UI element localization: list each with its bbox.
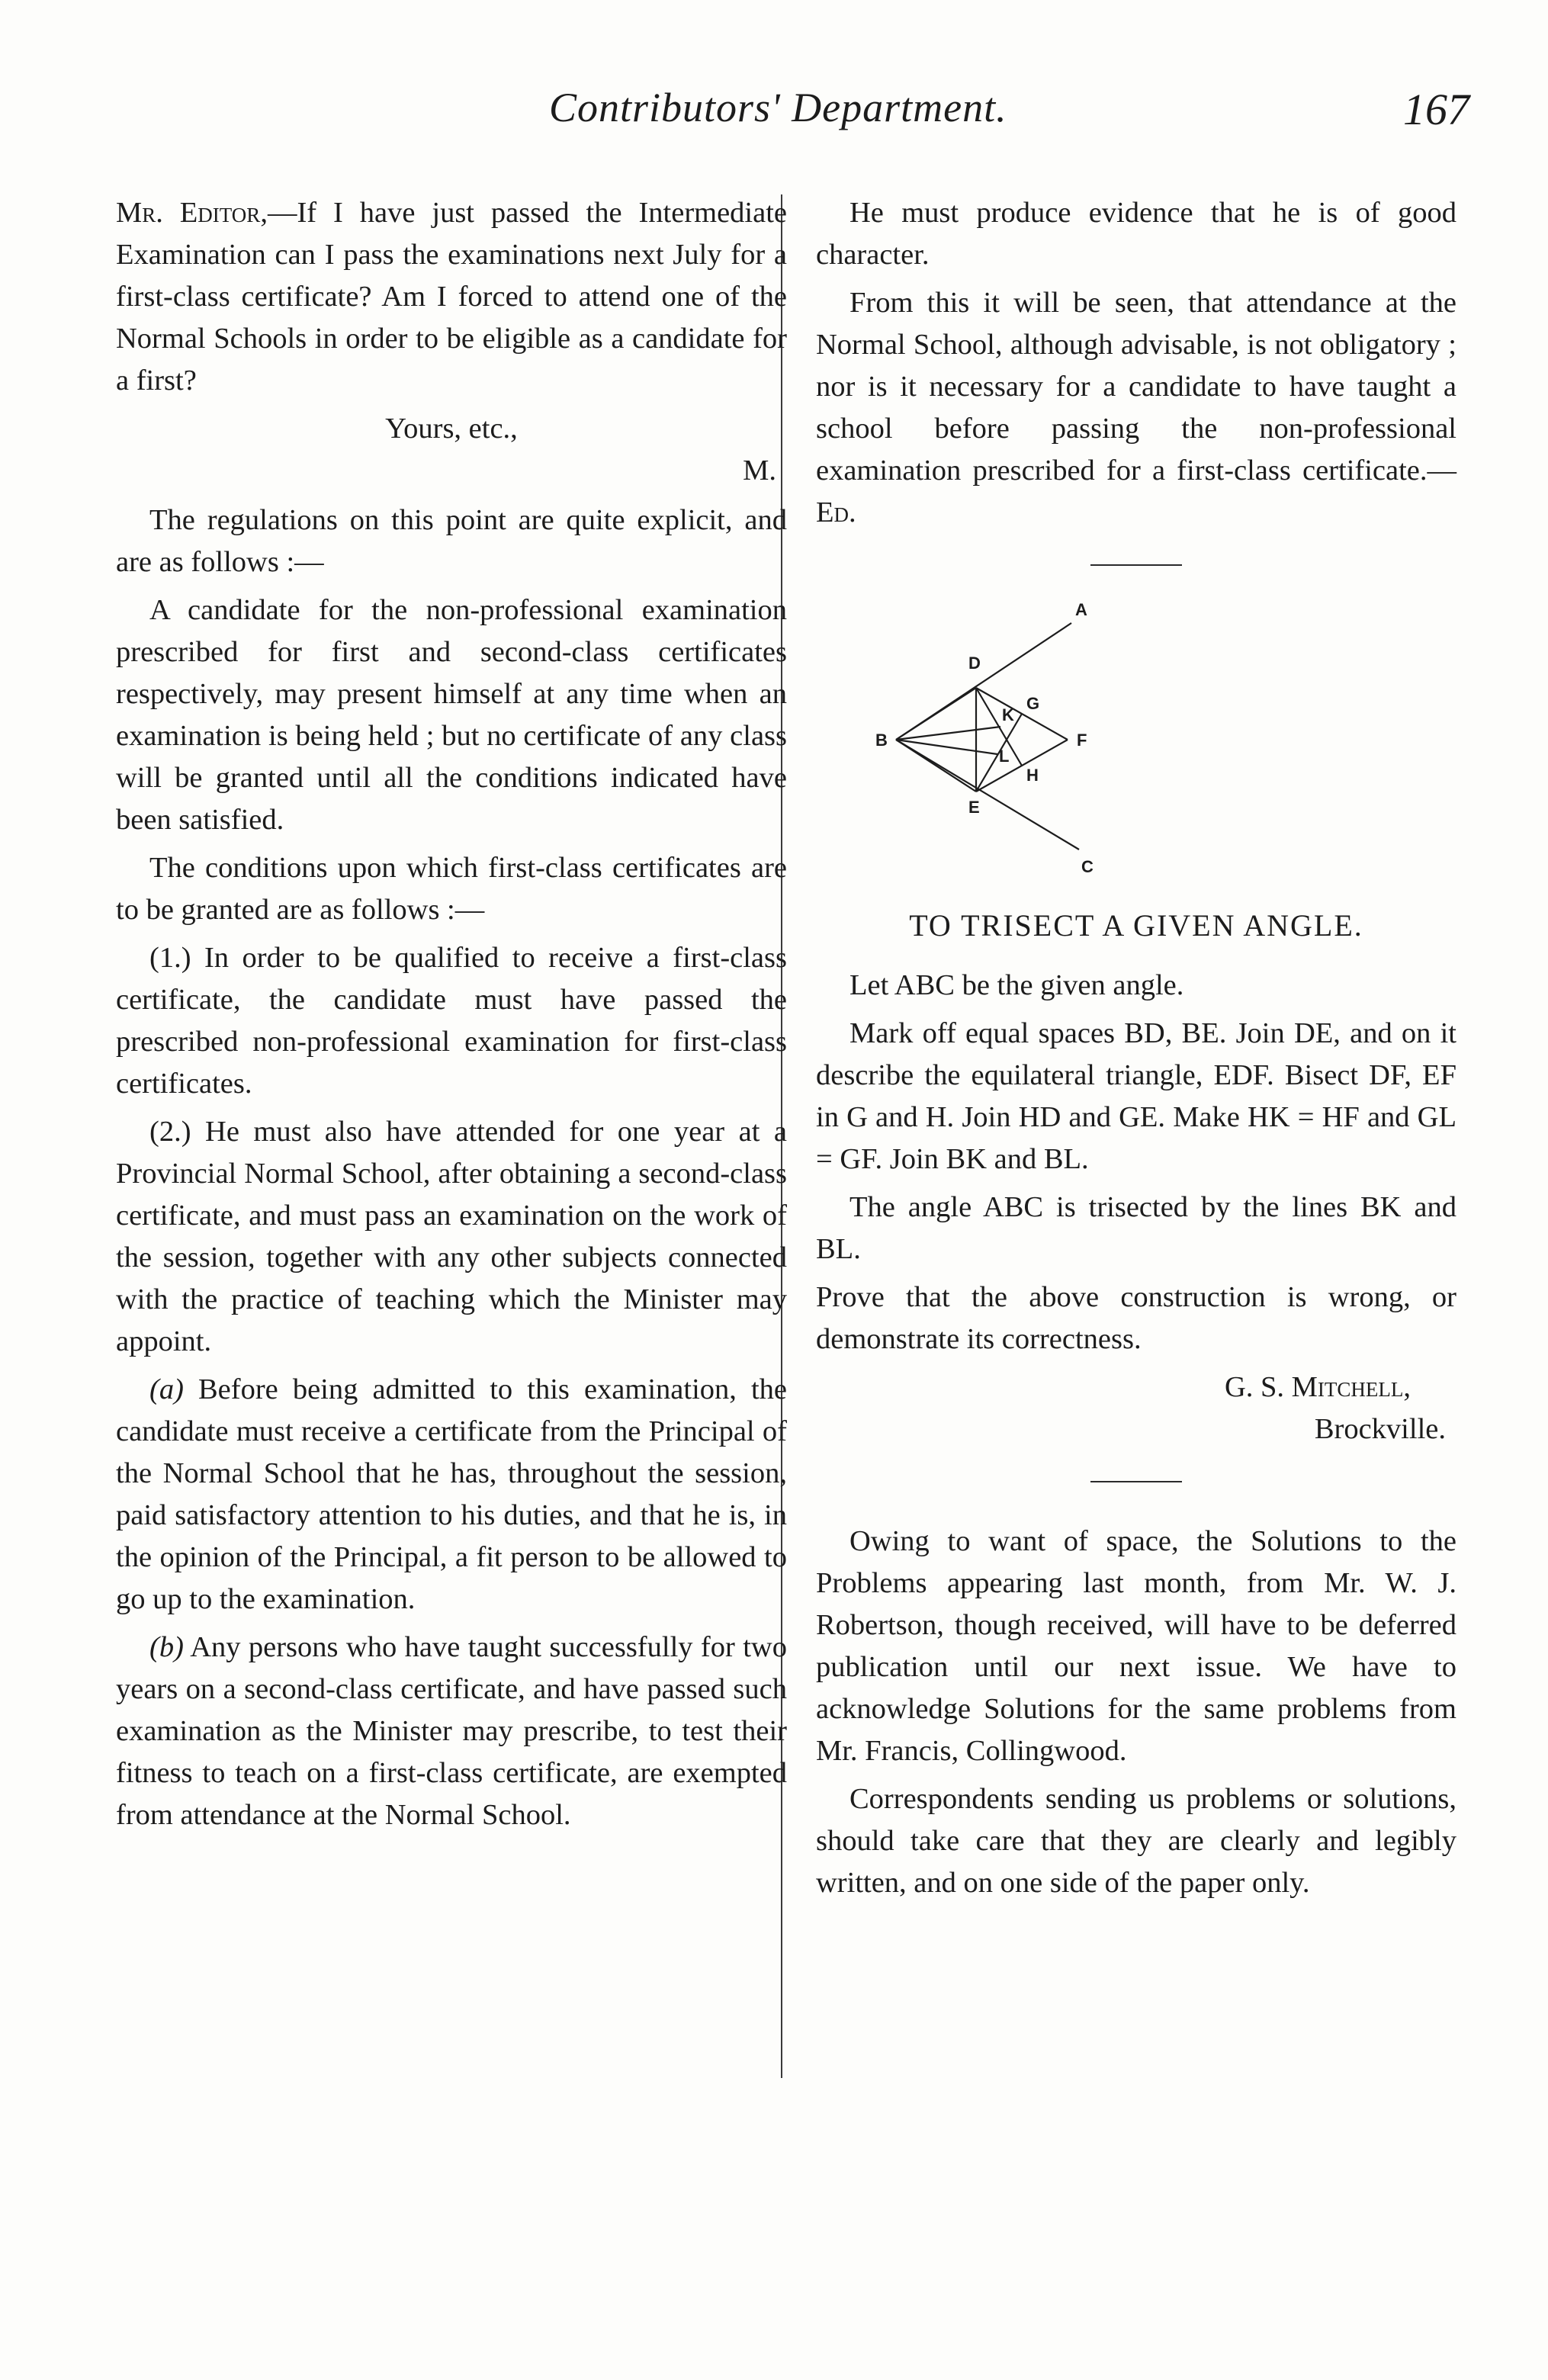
condition-2: (2.) He must also have attended for one year at a Provincial Normal School, after obtaining a second-class certificate, and must pass an examination on the work of the session, together with any other subjects connected with the practice of teaching which the Minister may appoint. bbox=[116, 1116, 787, 1357]
problem-construction: Mark off equal spaces BD, BE. Join DE, and on it describe the equilateral triangle, EDF. Bisect DF, EF in G and H. Join HD and GE. Make HK = HF and GL = GF. Join BK and BL. bbox=[816, 1017, 1456, 1175]
line-be bbox=[896, 740, 976, 792]
running-title: Contributors' Department. bbox=[549, 85, 1007, 130]
left-column bbox=[116, 192, 787, 1842]
condition-a bbox=[116, 1369, 787, 1620]
letter-body: —If I have just passed the Intermediate Examination can I pass the examinations next July for a first-class certificate? Am I forced to attend one of the Normal Schools in order to be eligible as a candidate for a first? bbox=[116, 197, 787, 397]
right-column bbox=[816, 192, 1456, 1910]
label-a: A bbox=[1075, 600, 1087, 619]
label-b: B bbox=[875, 731, 888, 750]
section-separator-2 bbox=[1090, 1481, 1182, 1482]
editor-sign: Ed. bbox=[816, 496, 856, 528]
solutions-note: Owing to want of space, the Solutions to the Problems appearing last month, from Mr. W. J. Robertson, though received, will have to be deferred publication until our next issue. We have to acknowledge Solutions for the same problems from Mr. Francis, Collingwood. bbox=[816, 1525, 1456, 1767]
letter bbox=[116, 192, 787, 402]
label-d: D bbox=[968, 654, 981, 673]
contributor-name: G. S. Mitchell, bbox=[1224, 1371, 1411, 1403]
editor-note bbox=[816, 282, 1456, 534]
page-header bbox=[0, 84, 1548, 153]
condition-a-label: (a) bbox=[149, 1373, 184, 1405]
trisection-diagram bbox=[816, 573, 1456, 894]
reply-paragraph: The regulations on this point are quite explicit, and are as follows :— bbox=[116, 504, 787, 578]
label-e: E bbox=[968, 798, 980, 817]
problem-claim: The angle ABC is trisected by the lines BK and BL. bbox=[816, 1191, 1456, 1265]
condition-b-label: (b) bbox=[149, 1631, 184, 1663]
letter-signature: M. bbox=[743, 454, 776, 487]
condition-a-text: Before being admitted to this examination, the candidate must receive a certificate from the Principal of the Normal School that he has, throughout the session, paid satisfactory attention to his duties, and that he is, in the opinion of the Principal, a fit person to be allowed to go up to the examination. bbox=[116, 1373, 788, 1615]
character-paragraph: He must produce evidence that he is of good character. bbox=[816, 197, 1456, 271]
line-bl bbox=[896, 740, 997, 754]
ray-bc bbox=[896, 740, 1079, 850]
label-f: F bbox=[1077, 731, 1087, 750]
regulation-paragraph: A candidate for the non-professional examination prescribed for first and second-class certificates respectively, may present himself at any time when an examination is being held ; but no certificate of any class will be granted until all the conditions indicated have been satisfied. bbox=[116, 594, 787, 836]
conditions-intro: The conditions upon which first-class certificates are to be granted are as follows :— bbox=[116, 852, 787, 926]
label-g: G bbox=[1026, 694, 1040, 713]
label-c: C bbox=[1081, 857, 1094, 876]
correspondents-note: Correspondents sending us problems or solutions, should take care that they are clearly and legibly written, and on one side of the paper only. bbox=[816, 1783, 1456, 1899]
problem-challenge: Prove that the above construction is wrong, or demonstrate its correctness. bbox=[816, 1281, 1456, 1355]
section-separator bbox=[1090, 564, 1182, 566]
problem-heading: TO TRISECT A GIVEN ANGLE. bbox=[909, 908, 1363, 943]
editor-note-text: From this it will be seen, that attendance at the Normal School, although advisable, is not obligatory ; nor is it necessary for a candidate to have taught a school before passing the non-professional examination prescribed for a first-class certificate.— bbox=[816, 287, 1456, 487]
label-l: L bbox=[999, 747, 1010, 766]
letter-closing: Yours, etc., bbox=[385, 413, 518, 445]
page-number: 167 bbox=[1403, 85, 1469, 134]
condition-b-text: Any persons who have taught successfully for two years on a second-class certificate, and have passed such examination as the Minister may prescribe, to test their fitness to teach on a first-class certificate, are exempted from attendance at the Normal School. bbox=[116, 1631, 787, 1831]
problem-given: Let ABC be the given angle. bbox=[849, 969, 1184, 1001]
contributor-place: Brockville. bbox=[1314, 1413, 1446, 1445]
label-h: H bbox=[1026, 766, 1039, 785]
condition-1: (1.) In order to be qualified to receive a first-class certificate, the candidate must have passed the prescribed non-professional examination for first-class certificates. bbox=[116, 942, 787, 1100]
letter-salutation: Mr. Editor, bbox=[116, 197, 268, 229]
label-k: K bbox=[1002, 705, 1014, 724]
condition-b bbox=[116, 1627, 787, 1836]
